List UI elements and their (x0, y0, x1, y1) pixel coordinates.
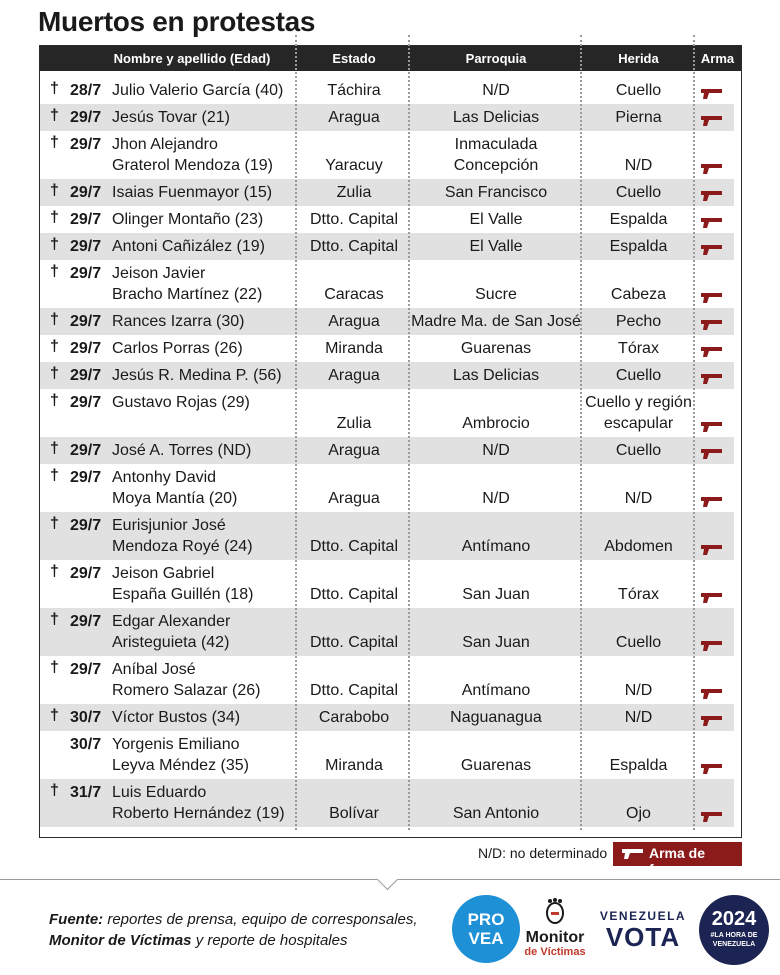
name-cell: Isaias Fuenmayor (15) (112, 184, 273, 201)
gun-icon (701, 373, 723, 385)
parish-cell: San Juan (462, 634, 530, 651)
date-cell: 30/7 (70, 709, 102, 726)
table-row (40, 260, 734, 308)
death-cross-icon: † (50, 467, 59, 484)
death-cross-icon: † (50, 263, 59, 280)
header-state: Estado (332, 51, 376, 66)
name-cell: Romero Salazar (26) (112, 682, 261, 699)
death-cross-icon: † (50, 80, 59, 97)
state-cell: Zulia (336, 415, 372, 432)
wound-cell: Cuello (615, 442, 662, 459)
name-cell: Gustavo Rojas (29) (112, 394, 250, 411)
table-row (40, 389, 734, 437)
state-cell: Aragua (328, 490, 380, 507)
date-cell: 29/7 (70, 313, 102, 330)
gun-icon (701, 421, 723, 433)
table-row (40, 362, 734, 389)
gun-icon (701, 190, 723, 202)
wound-cell: Espalda (609, 211, 668, 228)
parish-cell: N/D (482, 490, 510, 507)
wound-cell: Cuello (615, 82, 662, 99)
footprint-icon (544, 898, 566, 924)
name-cell: Mendoza Royé (24) (112, 538, 253, 555)
name-cell: Graterol Mendoza (19) (112, 157, 273, 174)
date-cell: 29/7 (70, 517, 102, 534)
parish-cell: San Francisco (444, 184, 548, 201)
victims-table (39, 45, 742, 838)
wound-cell: Cuello (615, 634, 662, 651)
date-cell: 29/7 (70, 613, 102, 630)
date-cell: 29/7 (70, 136, 102, 153)
table-row (40, 104, 734, 131)
gun-icon (701, 244, 723, 256)
legend-firearm-label: Arma de fuego (649, 845, 706, 877)
name-cell: Olinger Montaño (23) (112, 211, 264, 228)
state-cell: Dtto. Capital (309, 211, 399, 228)
parish-cell: Sucre (475, 286, 517, 303)
parish-cell: El Valle (469, 211, 523, 228)
table-header (40, 46, 741, 71)
hora-de-venezuela-logo (699, 895, 769, 965)
parish-cell: El Valle (469, 238, 523, 255)
date-cell: 29/7 (70, 442, 102, 459)
gun-icon (701, 715, 723, 727)
wound-cell: Cabeza (610, 286, 667, 303)
death-cross-icon: † (50, 338, 59, 355)
date-cell: 29/7 (70, 661, 102, 678)
wound-cell: Cuello y región (585, 394, 692, 411)
state-cell: Carabobo (318, 709, 390, 726)
provea-logo-bottom: VEA (468, 929, 504, 948)
wound-cell: Tórax (618, 586, 659, 603)
name-cell: Yorgenis Emiliano (112, 736, 240, 753)
table-row (40, 437, 734, 464)
gun-icon (701, 319, 723, 331)
name-cell: Jeison Gabriel (112, 565, 215, 582)
gun-icon (701, 217, 723, 229)
gun-icon (701, 448, 723, 460)
wound-cell: N/D (624, 490, 653, 507)
state-cell: Yaracuy (325, 157, 383, 174)
gun-icon (701, 292, 723, 304)
wound-cell: Espalda (609, 757, 668, 774)
name-cell: Jeison Javier (112, 265, 206, 282)
name-cell: Jesús R. Medina P. (56) (112, 367, 282, 384)
table-row (40, 512, 734, 560)
name-cell: Julio Valerio García (40) (112, 82, 284, 99)
wound-cell: N/D (624, 709, 653, 726)
state-cell: Aragua (328, 367, 380, 384)
state-cell: Caracas (324, 286, 384, 303)
name-cell: Antonhy David (112, 469, 217, 486)
parish-cell: N/D (482, 82, 510, 99)
date-cell: 29/7 (70, 265, 102, 282)
death-cross-icon: † (50, 182, 59, 199)
name-cell: Antoni Cañizález (19) (112, 238, 265, 255)
gun-icon (701, 592, 723, 604)
death-cross-icon: † (50, 440, 59, 457)
provea-logo-top: PRO (467, 910, 505, 929)
header-wound: Herida (618, 51, 659, 66)
source-note (49, 909, 418, 951)
column-separator (693, 35, 695, 830)
table-row (40, 77, 734, 104)
header-name: Nombre y apellido (Edad) (113, 51, 271, 66)
wound-cell: Ojo (626, 805, 651, 822)
name-cell: Leyva Méndez (35) (112, 757, 249, 774)
gun-icon (622, 848, 644, 860)
venezuela-vota-logo (597, 905, 689, 955)
state-cell: Aragua (328, 313, 380, 330)
date-cell: 30/7 (70, 736, 102, 753)
table-row (40, 608, 734, 656)
date-cell: 29/7 (70, 211, 102, 228)
hora-logo-text: #LA HORA DE VENEZUELA (710, 932, 758, 948)
parish-cell: San Juan (462, 586, 530, 603)
column-separator (408, 35, 410, 830)
parish-cell: Madre Ma. de San José (411, 313, 581, 330)
name-cell: José A. Torres (ND) (112, 442, 252, 459)
source-line2: y reporte de hospitales (191, 932, 348, 949)
death-cross-icon: † (50, 782, 59, 799)
gun-icon (701, 115, 723, 127)
vv-logo-top: VENEZUELA (599, 909, 687, 923)
death-cross-icon: † (50, 611, 59, 628)
death-cross-icon: † (50, 563, 59, 580)
date-cell: 29/7 (70, 184, 102, 201)
monitor-victimas-logo (522, 898, 588, 964)
page-title: Muertos en protestas (38, 6, 316, 37)
parish-cell: Inmaculada (454, 136, 538, 153)
parish-cell: Concepción (453, 157, 539, 174)
date-cell: 29/7 (70, 367, 102, 384)
death-cross-icon: † (50, 707, 59, 724)
wound-cell: Pecho (615, 313, 662, 330)
table-row (40, 233, 734, 260)
death-cross-icon: † (50, 311, 59, 328)
date-cell: 28/7 (70, 82, 102, 99)
name-cell: Jesús Tovar (21) (112, 109, 230, 126)
header-parish: Parroquia (465, 51, 527, 66)
gun-icon (701, 163, 723, 175)
table-row (40, 704, 734, 731)
wound-cell: N/D (624, 157, 653, 174)
header-weapon: Arma (700, 51, 735, 66)
gun-icon (701, 544, 723, 556)
gun-icon (701, 496, 723, 508)
table-row (40, 335, 734, 362)
state-cell: Miranda (325, 340, 383, 357)
legend-firearm (613, 842, 742, 877)
vv-logo-bottom: VOTA (605, 922, 681, 952)
name-cell: Carlos Porras (26) (112, 340, 243, 357)
name-cell: Rances Izarra (30) (112, 313, 245, 330)
date-cell: 29/7 (70, 340, 102, 357)
parish-cell: Guarenas (460, 757, 532, 774)
parish-cell: Antímano (461, 682, 531, 699)
gun-icon (701, 763, 723, 775)
wound-cell: Cuello (615, 367, 662, 384)
name-cell: Edgar Alexander (112, 613, 231, 630)
legend-nd: N/D: no determinado (478, 845, 608, 861)
state-cell: Dtto. Capital (309, 634, 399, 651)
table-row (40, 308, 734, 335)
name-cell: Eurisjunior José (112, 517, 226, 534)
footer-notch (377, 869, 398, 890)
table-row (40, 731, 734, 779)
gun-icon (701, 640, 723, 652)
date-cell: 31/7 (70, 784, 102, 801)
gun-icon (701, 688, 723, 700)
state-cell: Aragua (328, 109, 380, 126)
column-separator (580, 35, 582, 830)
death-cross-icon: † (50, 107, 59, 124)
name-cell: España Guillén (18) (112, 586, 254, 603)
name-cell: Aristeguieta (42) (112, 634, 230, 651)
death-cross-icon: † (50, 515, 59, 532)
name-cell: Jhon Alejandro (112, 136, 218, 153)
table-row (40, 206, 734, 233)
parish-cell: Ambrocio (462, 415, 530, 432)
name-cell: Aníbal José (112, 661, 196, 678)
wound-cell: N/D (624, 682, 653, 699)
gun-icon (701, 346, 723, 358)
gun-icon (701, 811, 723, 823)
hora-logo-year: 2024 (711, 908, 757, 930)
table-row (40, 464, 734, 512)
gun-icon (701, 88, 723, 100)
date-cell: 29/7 (70, 565, 102, 582)
source-label: Fuente: (49, 911, 104, 928)
death-cross-icon: † (50, 392, 59, 409)
wound-cell: Espalda (609, 238, 668, 255)
table-row (40, 131, 734, 179)
parish-cell: Antímano (461, 538, 531, 555)
wound-cell: Abdomen (604, 538, 673, 555)
date-cell: 29/7 (70, 238, 102, 255)
state-cell: Bolívar (329, 805, 379, 822)
state-cell: Zulia (336, 184, 372, 201)
state-cell: Dtto. Capital (309, 538, 399, 555)
date-cell: 29/7 (70, 394, 102, 411)
name-cell: Moya Mantía (20) (112, 490, 238, 507)
parish-cell: Naguanagua (450, 709, 542, 726)
monitor-logo-bottom: de Víctimas (524, 946, 586, 958)
death-cross-icon: † (50, 236, 59, 253)
state-cell: Dtto. Capital (309, 238, 399, 255)
date-cell: 29/7 (70, 109, 102, 126)
death-cross-icon: † (50, 209, 59, 226)
death-cross-icon: † (50, 134, 59, 151)
wound-cell: Cuello (615, 184, 662, 201)
death-cross-icon: † (50, 659, 59, 676)
state-cell: Dtto. Capital (309, 586, 399, 603)
wound-cell: escapular (603, 415, 674, 432)
parish-cell: Las Delicias (452, 367, 540, 384)
provea-logo (452, 895, 520, 963)
name-cell: Bracho Martínez (22) (112, 286, 263, 303)
monitor-logo-top: Monitor (525, 929, 585, 946)
state-cell: Miranda (325, 757, 383, 774)
wound-cell: Pierna (615, 109, 662, 126)
name-cell: Luis Eduardo (112, 784, 207, 801)
column-separator (295, 35, 297, 830)
table-row (40, 656, 734, 704)
parish-cell: Las Delicias (452, 109, 540, 126)
source-line1: reportes de prensa, equipo de corresponsales, (103, 911, 418, 928)
death-cross-icon: † (50, 365, 59, 382)
wound-cell: Tórax (618, 340, 659, 357)
table-row (40, 179, 734, 206)
parish-cell: Guarenas (460, 340, 532, 357)
parish-cell: N/D (482, 442, 510, 459)
state-cell: Aragua (328, 442, 380, 459)
state-cell: Táchira (327, 82, 381, 99)
parish-cell: San Antonio (452, 805, 540, 822)
name-cell: Víctor Bustos (34) (112, 709, 241, 726)
table-row (40, 560, 734, 608)
name-cell: Roberto Hernández (19) (112, 805, 285, 822)
date-cell: 29/7 (70, 469, 102, 486)
state-cell: Dtto. Capital (309, 682, 399, 699)
source-monitor: Monitor de Víctimas (49, 932, 192, 949)
table-row (40, 779, 734, 827)
